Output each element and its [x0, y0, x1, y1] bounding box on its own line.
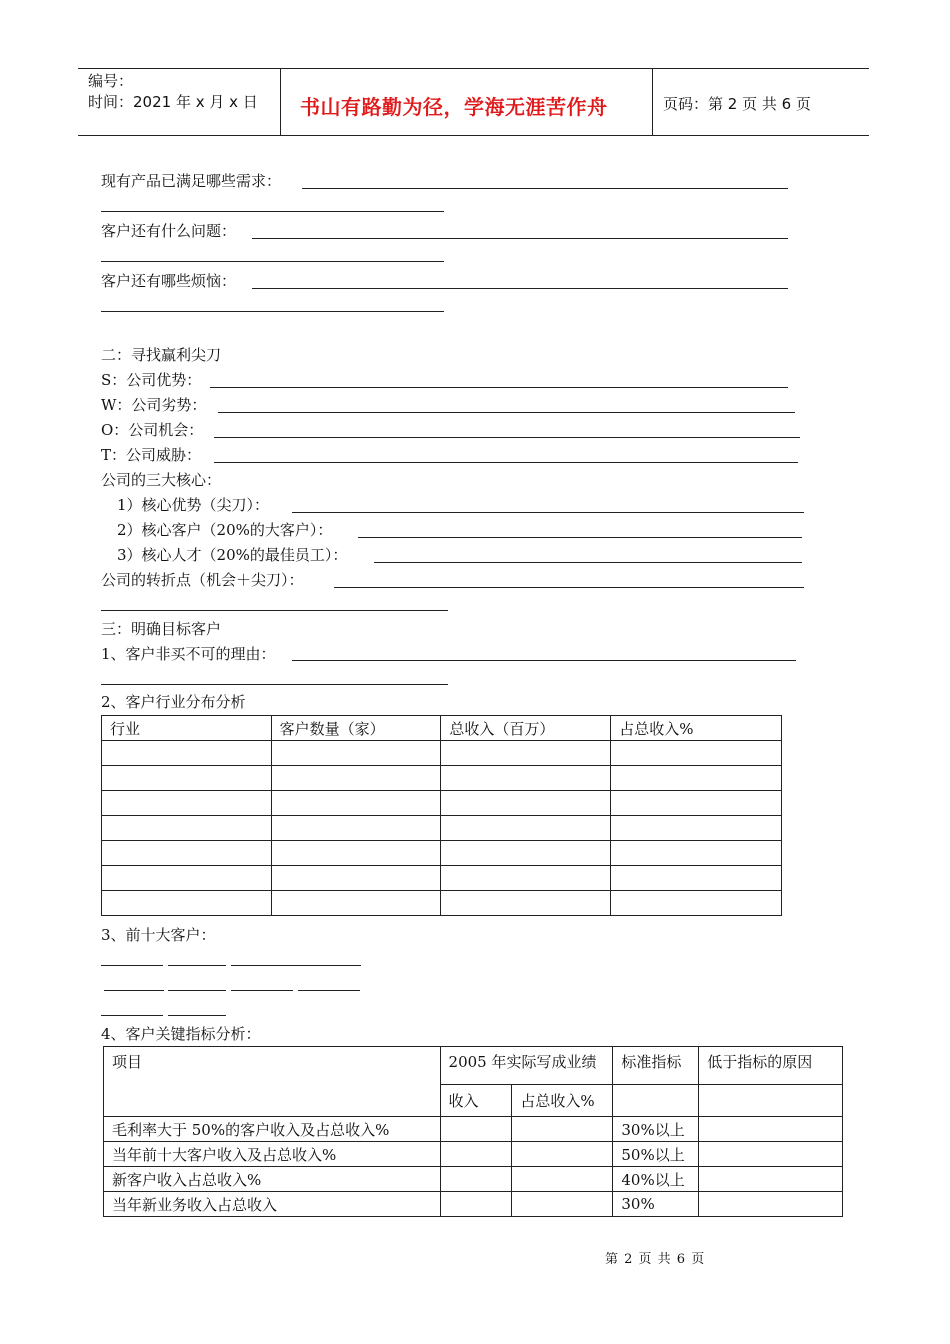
- table-cell[interactable]: [271, 791, 441, 816]
- table-cell[interactable]: [512, 1142, 613, 1167]
- section3-title: 三：明确目标客户: [101, 620, 222, 638]
- kpi-row-standard: 50%以上: [613, 1142, 699, 1167]
- table-cell[interactable]: [611, 816, 782, 841]
- table-row: [102, 816, 782, 841]
- table-cell[interactable]: [271, 741, 441, 766]
- table-row: [102, 741, 782, 766]
- kpi-row-label: 当年新业务收入占总收入: [104, 1192, 441, 1217]
- table-cell[interactable]: [611, 766, 782, 791]
- table-cell[interactable]: [271, 866, 441, 891]
- header-top-rule: [78, 68, 869, 69]
- kpi-row-standard: 30%以上: [613, 1117, 699, 1142]
- section2-title: 二：寻找赢利尖刀: [101, 346, 222, 364]
- table-cell[interactable]: [699, 1142, 843, 1167]
- core-advantage-line[interactable]: [292, 512, 804, 513]
- top-customer-blank[interactable]: [298, 990, 360, 991]
- table-cell[interactable]: [102, 766, 272, 791]
- industry-analysis-title: 2、客户行业分布分析: [101, 693, 246, 711]
- top-customer-blank[interactable]: [101, 965, 163, 966]
- table-row: [102, 841, 782, 866]
- swot-threats-label: T：公司威胁：: [101, 446, 202, 464]
- table-row: [104, 1192, 843, 1217]
- core-title: 公司的三大核心：: [101, 471, 222, 489]
- header-date: 时间：2021 年 x 月 x 日: [88, 93, 258, 111]
- swot-threats-line[interactable]: [214, 462, 798, 463]
- table-cell[interactable]: [271, 841, 441, 866]
- top-customer-blank[interactable]: [101, 1015, 163, 1016]
- kpi-header-item: [104, 1047, 441, 1117]
- table-cell[interactable]: [441, 891, 611, 916]
- table-cell[interactable]: [271, 766, 441, 791]
- table-cell[interactable]: [271, 891, 441, 916]
- table-cell[interactable]: [271, 816, 441, 841]
- top-customer-blank[interactable]: [168, 1015, 226, 1016]
- table-cell[interactable]: [440, 1192, 512, 1217]
- question-needs-line-2[interactable]: [101, 211, 444, 212]
- table-cell[interactable]: [441, 816, 611, 841]
- kpi-analysis-title: 4、客户关键指标分析：: [101, 1025, 261, 1043]
- table-cell[interactable]: [699, 1167, 843, 1192]
- top-customer-blank[interactable]: [168, 965, 226, 966]
- must-buy-reason-label: 1、客户非买不可的理由：: [101, 645, 276, 663]
- table-cell[interactable]: [102, 891, 272, 916]
- question-worries-line-2[interactable]: [101, 311, 444, 312]
- table-cell[interactable]: [611, 891, 782, 916]
- table-row: [102, 791, 782, 816]
- top-customer-blank[interactable]: [104, 990, 164, 991]
- swot-opportunities-label: O：公司机会：: [101, 421, 204, 439]
- kpi-row-standard: 40%以上: [613, 1167, 699, 1192]
- header-page-number: 页码：第 2 页 共 6 页: [663, 95, 811, 113]
- swot-strengths-line[interactable]: [210, 387, 788, 388]
- table-cell[interactable]: [441, 791, 611, 816]
- question-needs-line[interactable]: [302, 188, 788, 189]
- turning-point-line-2[interactable]: [101, 610, 448, 611]
- core-advantage-label: 1）核心优势（尖刀）：: [117, 496, 270, 514]
- table-cell[interactable]: [611, 841, 782, 866]
- table-row: [102, 766, 782, 791]
- swot-opportunities-line[interactable]: [214, 437, 800, 438]
- top-customer-blank[interactable]: [168, 990, 226, 991]
- question-worries-line[interactable]: [252, 288, 788, 289]
- table-cell[interactable]: [512, 1192, 613, 1217]
- table-row: [104, 1117, 843, 1142]
- swot-strengths-label: S：公司优势：: [101, 371, 202, 389]
- kpi-header-standard: 标准指标: [613, 1047, 699, 1085]
- table-row: [104, 1167, 843, 1192]
- top-customer-blank[interactable]: [231, 965, 361, 966]
- table-cell[interactable]: [512, 1167, 613, 1192]
- kpi-header-percent: 占总收入%: [512, 1085, 613, 1117]
- table-cell[interactable]: [441, 741, 611, 766]
- table-cell[interactable]: [611, 866, 782, 891]
- swot-weaknesses-label: W：公司劣势：: [101, 396, 207, 414]
- industry-header-count: 客户数量（家）: [271, 716, 441, 741]
- footer-page-number: 第 2 页 共 6 页: [605, 1252, 706, 1267]
- turning-point-label: 公司的转折点（机会＋尖刀）：: [101, 571, 304, 589]
- table-cell[interactable]: [102, 841, 272, 866]
- header-divider-left: [280, 68, 281, 135]
- table-cell[interactable]: [441, 866, 611, 891]
- kpi-header-income: 收入: [440, 1085, 512, 1117]
- table-cell: [613, 1085, 699, 1117]
- industry-table: [101, 715, 782, 916]
- table-cell[interactable]: [611, 791, 782, 816]
- table-cell[interactable]: [440, 1142, 512, 1167]
- must-buy-reason-line[interactable]: [292, 660, 796, 661]
- core-talent-line[interactable]: [374, 562, 802, 563]
- industry-header-share: 占总收入%: [611, 716, 782, 741]
- kpi-row-standard: 30%: [613, 1192, 699, 1217]
- swot-weaknesses-line[interactable]: [218, 412, 795, 413]
- core-customers-label: 2）核心客户（20%的大客户）：: [117, 521, 333, 539]
- question-worries-label: 客户还有哪些烦恼：: [101, 272, 237, 290]
- table-cell[interactable]: [102, 791, 272, 816]
- table-cell[interactable]: [441, 841, 611, 866]
- table-row: [104, 1142, 843, 1167]
- table-cell[interactable]: [699, 1192, 843, 1217]
- kpi-header-actual: 2005 年实际写成业绩: [440, 1047, 613, 1085]
- table-cell: [699, 1085, 843, 1117]
- header-motto: 书山有路勤为径，学海无涯苦作舟: [300, 95, 608, 119]
- table-cell[interactable]: [102, 816, 272, 841]
- kpi-header-item-text: 项目: [112, 1053, 143, 1071]
- kpi-header-reason: 低于指标的原因: [699, 1047, 843, 1085]
- table-cell[interactable]: [611, 741, 782, 766]
- header-number: 编号：: [88, 72, 134, 90]
- table-row: [102, 866, 782, 891]
- header-divider-right: [652, 68, 653, 135]
- table-cell[interactable]: [102, 741, 272, 766]
- turning-point-line[interactable]: [334, 587, 804, 588]
- kpi-row-label: 毛利率大于 50%的客户收入及占总收入%: [104, 1117, 441, 1142]
- question-needs-label: 现有产品已满足哪些需求：: [101, 172, 282, 190]
- core-customers-line[interactable]: [358, 537, 802, 538]
- top-ten-customers-label: 3、前十大客户：: [101, 926, 216, 944]
- table-cell[interactable]: [102, 866, 272, 891]
- table-cell[interactable]: [699, 1117, 843, 1142]
- table-cell[interactable]: [512, 1117, 613, 1142]
- industry-header-industry: 行业: [102, 716, 272, 741]
- table-cell[interactable]: [440, 1167, 512, 1192]
- kpi-row-label: 新客户收入占总收入%: [104, 1167, 441, 1192]
- question-problems-line-2[interactable]: [101, 261, 444, 262]
- core-talent-label: 3）核心人才（20%的最佳员工）：: [117, 546, 348, 564]
- kpi-row-label: 当年前十大客户收入及占总收入%: [104, 1142, 441, 1167]
- table-row: [102, 891, 782, 916]
- table-cell[interactable]: [441, 766, 611, 791]
- top-customer-blank[interactable]: [231, 990, 293, 991]
- must-buy-reason-line-2[interactable]: [101, 684, 448, 685]
- industry-header-revenue: 总收入（百万）: [441, 716, 611, 741]
- question-problems-line[interactable]: [252, 238, 788, 239]
- question-problems-label: 客户还有什么问题：: [101, 222, 237, 240]
- header-bottom-rule: [78, 135, 869, 136]
- kpi-table: [103, 1046, 843, 1217]
- table-cell[interactable]: [440, 1117, 512, 1142]
